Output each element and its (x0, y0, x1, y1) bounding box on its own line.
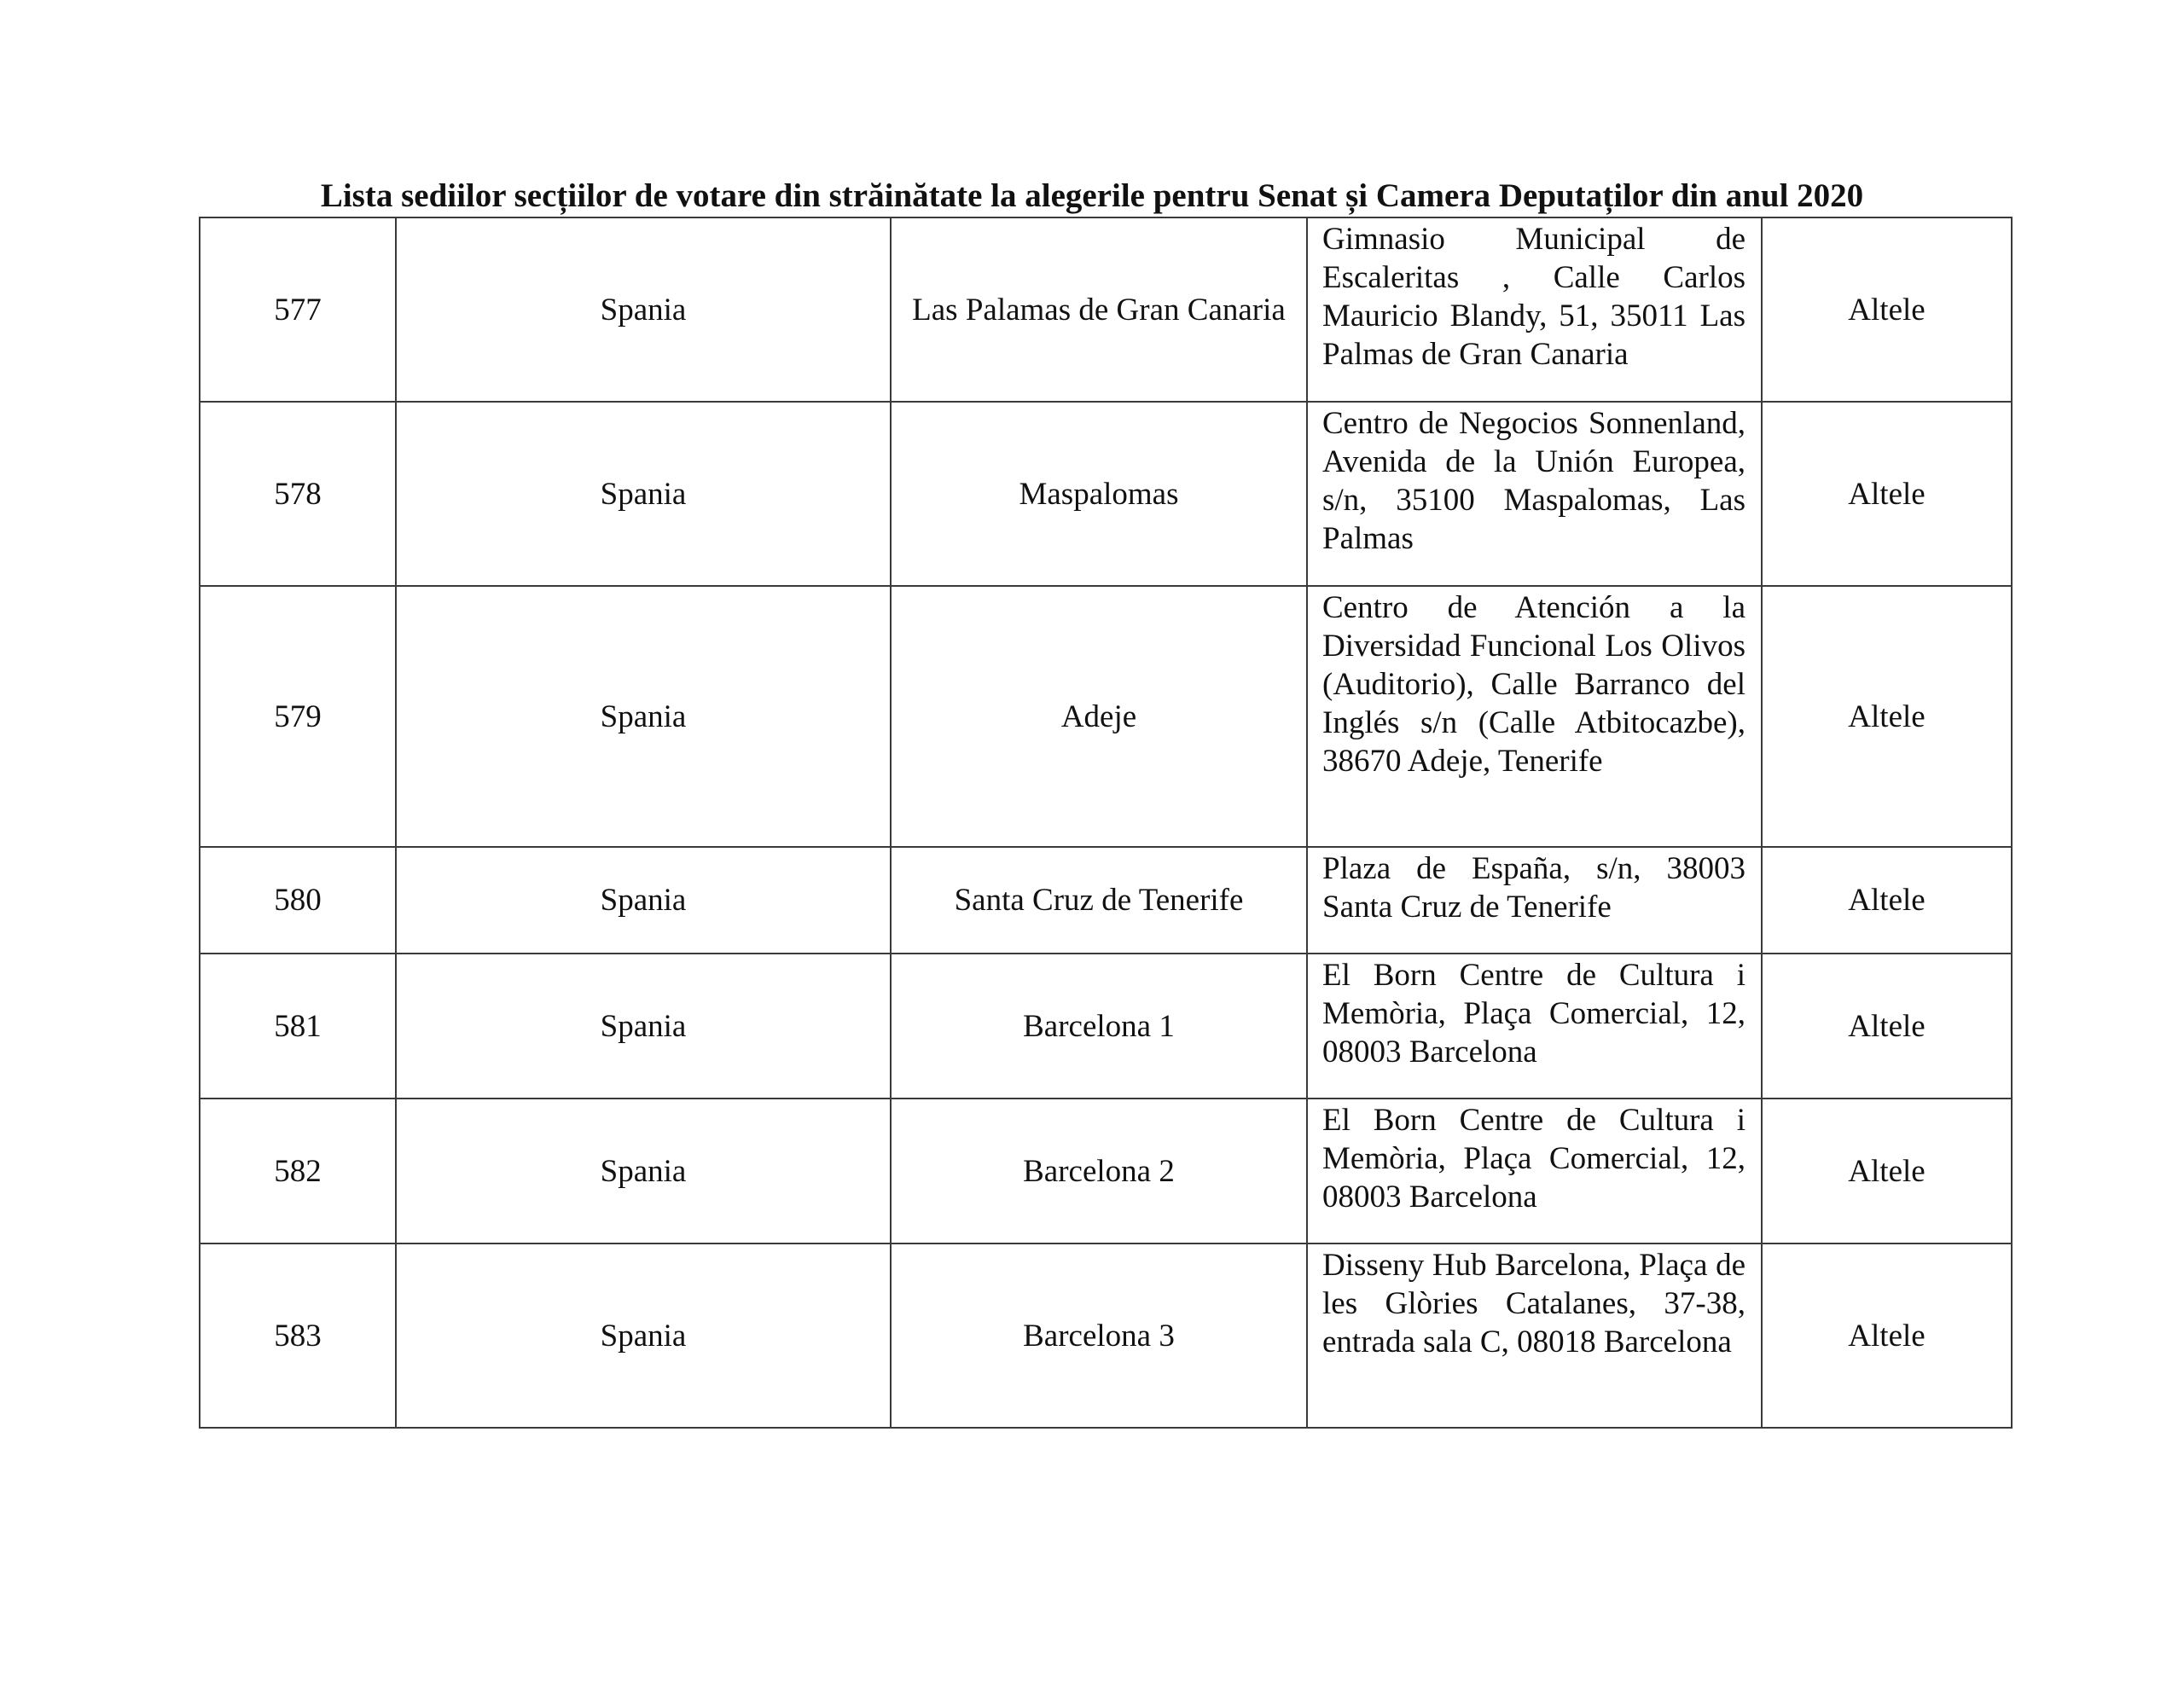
country-cell: Spania (396, 217, 891, 402)
table-row (200, 1244, 2012, 1428)
table-row (200, 217, 2012, 402)
category-cell: Altele (1762, 402, 2012, 586)
station-number: 580 (200, 847, 396, 954)
category-cell: Altele (1762, 847, 2012, 954)
locality-cell: Santa Cruz de Tenerife (891, 847, 1307, 954)
address-cell: Centro de Atención a la Diversidad Funcional Los Olivos (Auditorio), Calle Barranco del Inglés s/n (Calle Atbitocazbe), 38670 Adeje, Tenerife (1307, 586, 1762, 847)
locality-cell: Adeje (891, 586, 1307, 847)
address-cell: El Born Centre de Cultura i Memòria, Plaça Comercial, 12, 08003 Barcelona (1307, 1099, 1762, 1244)
station-number: 579 (200, 586, 396, 847)
address-cell: Centro de Negocios Sonnenland, Avenida de la Unión Europea, s/n, 35100 Maspalomas, Las Palmas (1307, 402, 1762, 586)
table-row (200, 586, 2012, 847)
country-cell: Spania (396, 954, 891, 1099)
locality-cell: Barcelona 1 (891, 954, 1307, 1099)
polling-stations-table (199, 217, 2013, 1429)
country-cell: Spania (396, 1244, 891, 1428)
table-row (200, 1099, 2012, 1244)
locality-cell: Barcelona 2 (891, 1099, 1307, 1244)
address-cell: El Born Centre de Cultura i Memòria, Plaça Comercial, 12, 08003 Barcelona (1307, 954, 1762, 1099)
page-title: Lista sediilor secțiilor de votare din străinătate la alegerile pentru Senat și Camera Deputaților din anul 2020 (320, 177, 1864, 214)
category-cell: Altele (1762, 217, 2012, 402)
category-cell: Altele (1762, 1099, 2012, 1244)
address-cell: Disseny Hub Barcelona, Plaça de les Glòries Catalanes, 37-38, entrada sala C, 08018 Barcelona (1307, 1244, 1762, 1428)
locality-cell: Barcelona 3 (891, 1244, 1307, 1428)
station-number: 583 (200, 1244, 396, 1428)
country-cell: Spania (396, 1099, 891, 1244)
locality-cell: Las Palamas de Gran Canaria (891, 217, 1307, 402)
locality-cell: Maspalomas (891, 402, 1307, 586)
category-cell: Altele (1762, 1244, 2012, 1428)
address-cell: Plaza de España, s/n, 38003 Santa Cruz de Tenerife (1307, 847, 1762, 954)
category-cell: Altele (1762, 954, 2012, 1099)
table-row (200, 954, 2012, 1099)
station-number: 578 (200, 402, 396, 586)
category-cell: Altele (1762, 586, 2012, 847)
station-number: 577 (200, 217, 396, 402)
table-row (200, 402, 2012, 586)
country-cell: Spania (396, 402, 891, 586)
station-number: 581 (200, 954, 396, 1099)
country-cell: Spania (396, 847, 891, 954)
country-cell: Spania (396, 586, 891, 847)
table-row (200, 847, 2012, 954)
station-number: 582 (200, 1099, 396, 1244)
address-cell: Gimnasio Municipal de Escaleritas , Calle Carlos Mauricio Blandy, 51, 35011 Las Palmas de Gran Canaria (1307, 217, 1762, 402)
